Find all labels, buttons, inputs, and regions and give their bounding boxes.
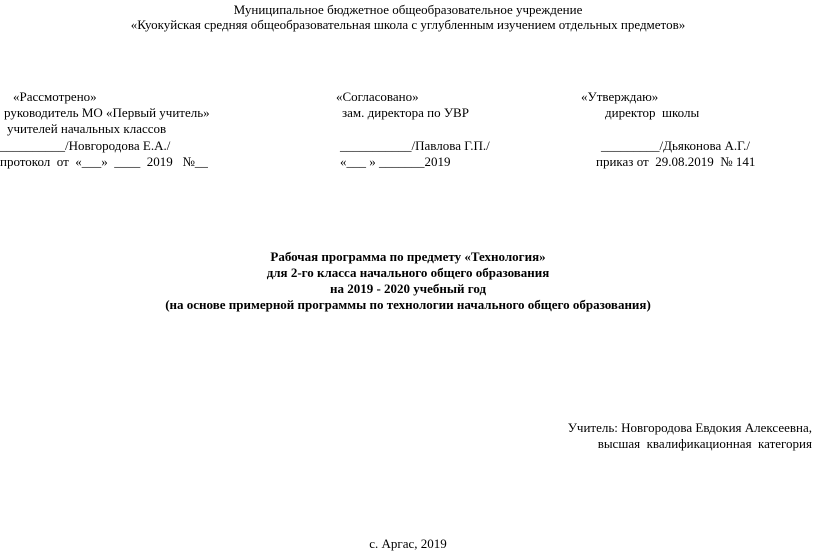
approved-position: директор школы [605, 105, 700, 120]
reviewed-position-cont: учителей начальных классов [7, 121, 167, 136]
program-grade: для 2-го класса начального общего образования [266, 265, 550, 280]
approved-signature: _________/Дьяконова А.Г./ [601, 138, 751, 153]
teacher-category: высшая квалификационная категория [597, 436, 812, 451]
approved-title: «Утверждаю» [581, 89, 659, 104]
reviewed-position: руководитель МО «Первый учитель» [4, 105, 210, 120]
program-title: Рабочая программа по предмету «Технология» [270, 249, 546, 264]
reviewed-protocol: протокол от «___» ____ 2019 №__ [0, 154, 208, 169]
program-basis: (на основе примерной программы по технологии начального общего образования) [165, 297, 651, 312]
program-year: на 2019 - 2020 учебный год [329, 281, 487, 296]
agreed-date: «___ » _______2019 [340, 154, 451, 169]
reviewed-signature: __________/Новгородова Е.А./ [0, 138, 171, 153]
school-name-line: «Куокуйская средняя общеобразовательная школа с углубленным изучением отдельных предметов» [130, 17, 686, 32]
teacher-name: Учитель: Новгородова Евдокия Алексеевна, [567, 420, 812, 435]
place-year: с. Аргас, 2019 [369, 536, 447, 551]
reviewed-title: «Рассмотрено» [13, 89, 97, 104]
school-type-line: Муниципальное бюджетное общеобразовательное учреждение [233, 2, 583, 17]
agreed-title: «Согласовано» [336, 89, 419, 104]
approved-order: приказ от 29.08.2019 № 141 [596, 154, 756, 169]
agreed-position: зам. директора по УВР [342, 105, 469, 120]
agreed-signature: ___________/Павлова Г.П./ [340, 138, 490, 153]
